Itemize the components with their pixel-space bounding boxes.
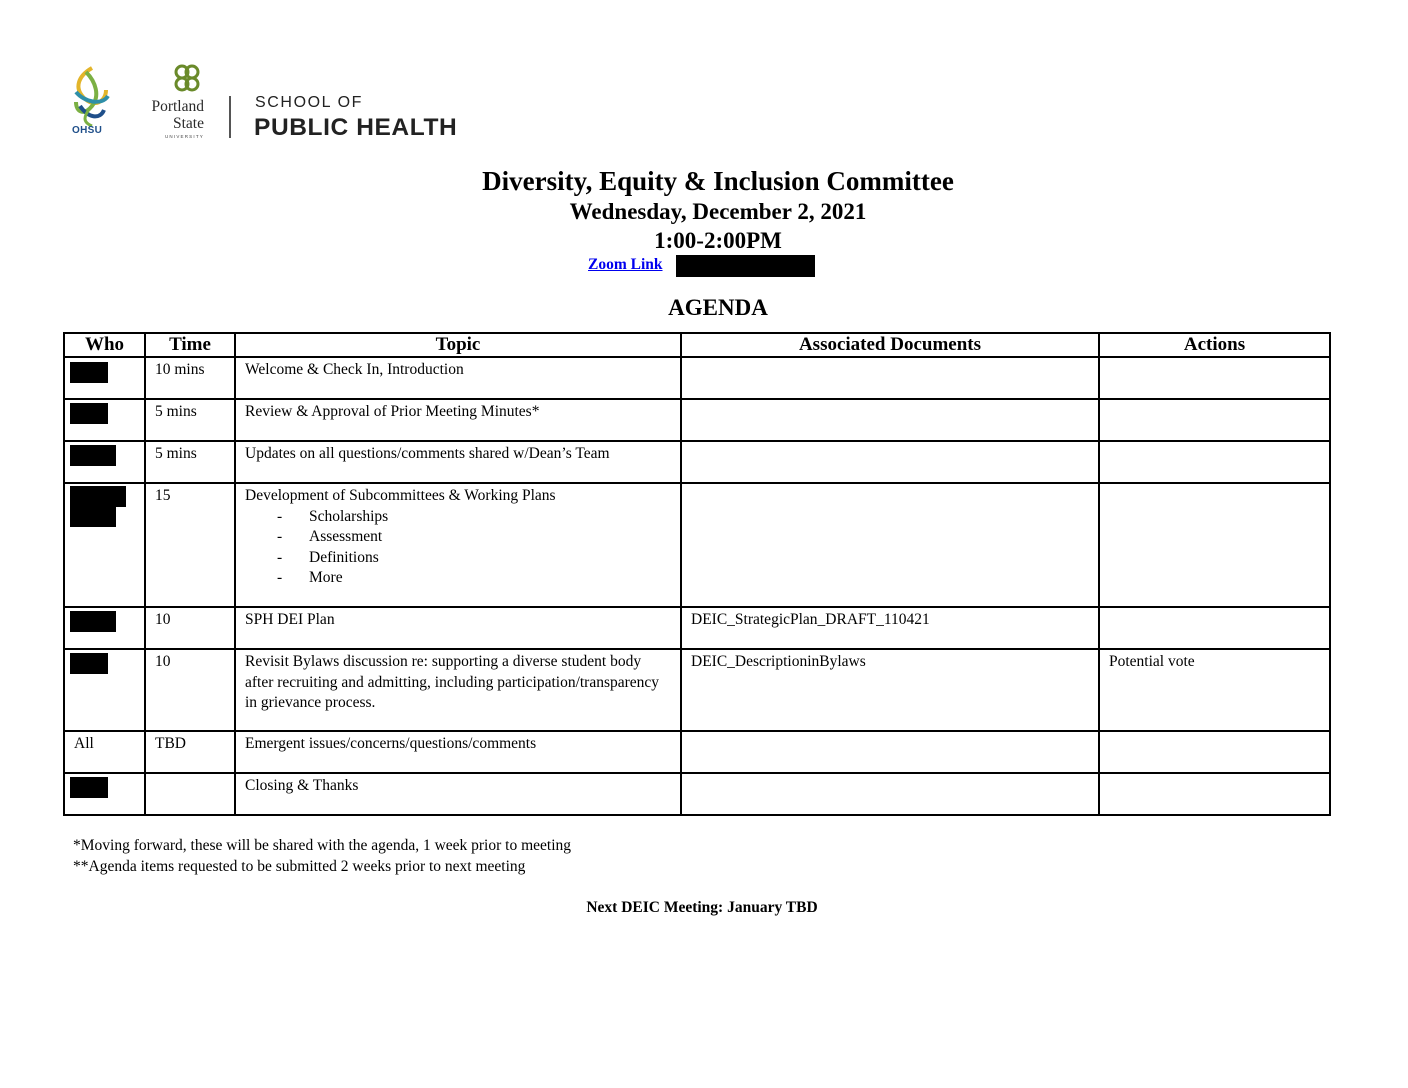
topic-cell: Review & Approval of Prior Meeting Minutes* (235, 399, 681, 441)
who-redaction (70, 653, 108, 674)
list-item: - Definitions (277, 548, 671, 569)
documents-cell (681, 441, 1099, 483)
zoom-link-redaction (676, 255, 815, 277)
psu-logo-icon (170, 62, 204, 98)
time-cell: 10 (145, 607, 235, 649)
committee-title: Diversity, Equity & Inclusion Committee (482, 166, 954, 196)
who-redaction (70, 611, 116, 632)
topic-cell: Closing & Thanks (235, 773, 681, 815)
time-cell: 15 (145, 483, 235, 607)
actions-cell (1099, 483, 1330, 607)
agenda-heading: AGENDA (668, 295, 768, 320)
actions-cell (1099, 773, 1330, 815)
table-row (64, 649, 1330, 731)
documents-cell (681, 731, 1099, 773)
agenda-table (63, 332, 1331, 816)
topic-cell: Updates on all questions/comments shared w/Dean’s Team (235, 441, 681, 483)
time-cell (145, 773, 235, 815)
logo-divider (229, 96, 231, 138)
subcommittee-list (245, 507, 671, 589)
meeting-time: 1:00-2:00PM (654, 228, 782, 253)
header-topic: Topic (235, 333, 681, 357)
time-cell: 5 mins (145, 441, 235, 483)
table-row (64, 773, 1330, 815)
header-associated-documents: Associated Documents (681, 333, 1099, 357)
table-row (64, 731, 1330, 773)
who-redaction (70, 506, 116, 527)
topic-cell: SPH DEI Plan (235, 607, 681, 649)
topic-cell: Emergent issues/concerns/questions/comments (235, 731, 681, 773)
time-cell: 5 mins (145, 399, 235, 441)
documents-cell (681, 399, 1099, 441)
footnote-agenda-items: **Agenda items requested to be submitted 2 weeks prior to next meeting (73, 858, 526, 875)
who-cell (64, 773, 145, 815)
documents-cell (681, 773, 1099, 815)
header-time: Time (145, 333, 235, 357)
topic-text: Development of Subcommittees & Working Plans (245, 487, 556, 504)
actions-cell: Potential vote (1099, 649, 1330, 731)
list-item: - Scholarships (277, 507, 671, 528)
psu-logo-wordmark (140, 98, 204, 132)
who-redaction (70, 445, 116, 466)
who-cell (64, 357, 145, 399)
table-row (64, 483, 1330, 607)
who-cell (64, 607, 145, 649)
list-item: - Assessment (277, 527, 671, 548)
documents-cell (681, 357, 1099, 399)
who-redaction (70, 777, 108, 798)
topic-cell: Welcome & Check In, Introduction (235, 357, 681, 399)
documents-cell[interactable]: DEIC_StrategicPlan_DRAFT_110421 (681, 607, 1099, 649)
logo-block (66, 62, 496, 144)
school-of-label: SCHOOL OF (255, 94, 364, 111)
header-actions: Actions (1099, 333, 1330, 357)
table-row (64, 357, 1330, 399)
psu-name-line1: Portland (151, 98, 204, 115)
who-cell (64, 731, 145, 773)
list-item: - More (277, 568, 671, 589)
topic-cell (235, 483, 681, 607)
footnote-minutes: *Moving forward, these will be shared with the agenda, 1 week prior to meeting (73, 837, 572, 854)
who-cell (64, 649, 145, 731)
table-row (64, 607, 1330, 649)
actions-cell (1099, 441, 1330, 483)
topic-cell: Revisit Bylaws discussion re: supporting a diverse student body after recruiting and admitting, including participation/transparency in grievance process. (235, 649, 681, 731)
time-cell: 10 (145, 649, 235, 731)
time-cell: TBD (145, 731, 235, 773)
actions-cell (1099, 357, 1330, 399)
time-cell: 10 mins (145, 357, 235, 399)
ohsu-logo-text: OHSU (72, 125, 103, 136)
who-text: All (74, 735, 94, 752)
actions-cell (1099, 607, 1330, 649)
who-redaction (70, 486, 126, 507)
zoom-link[interactable]: Zoom Link (588, 256, 663, 273)
who-redaction (70, 362, 108, 383)
actions-cell (1099, 731, 1330, 773)
who-cell (64, 483, 145, 607)
table-row (64, 399, 1330, 441)
header-who: Who (64, 333, 145, 357)
actions-cell (1099, 399, 1330, 441)
table-row (64, 441, 1330, 483)
psu-university-label: UNIVERSITY (164, 134, 204, 139)
documents-cell (681, 483, 1099, 607)
table-header-row (64, 333, 1330, 357)
documents-cell[interactable]: DEIC_DescriptioninBylaws (681, 649, 1099, 731)
who-redaction (70, 403, 108, 424)
who-cell (64, 441, 145, 483)
meeting-date: Wednesday, December 2, 2021 (569, 199, 867, 224)
psu-name-line2: State (173, 115, 204, 132)
who-cell (64, 399, 145, 441)
next-meeting-note: Next DEIC Meeting: January TBD (586, 899, 818, 916)
public-health-label: PUBLIC HEALTH (254, 114, 458, 141)
